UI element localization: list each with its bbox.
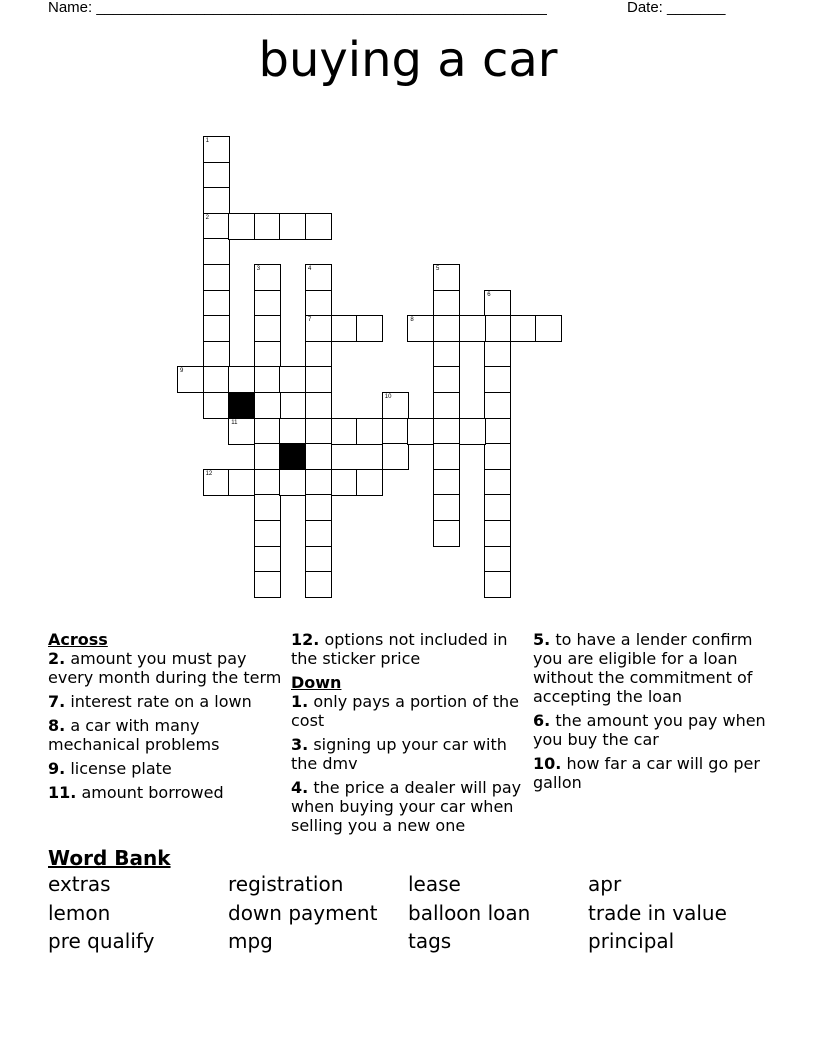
crossword-cell[interactable] <box>305 494 332 521</box>
crossword-cell[interactable] <box>484 418 511 445</box>
crossword-cell[interactable] <box>459 418 486 445</box>
crossword-cell[interactable] <box>254 264 281 291</box>
across-clues <box>48 630 288 807</box>
word-bank-word: principal <box>588 929 675 953</box>
crossword-cell[interactable] <box>305 469 332 496</box>
crossword-cell[interactable] <box>203 187 230 214</box>
date-field-label: Date: _______ <box>627 0 726 16</box>
crossword-cell[interactable] <box>305 290 332 317</box>
crossword-cell[interactable] <box>305 366 332 393</box>
crossword-cell[interactable] <box>459 315 486 342</box>
crossword-cell[interactable] <box>254 392 281 419</box>
crossword-cell[interactable] <box>356 418 383 445</box>
crossword-cell[interactable] <box>484 392 511 419</box>
crossword-cell[interactable] <box>484 571 511 598</box>
crossword-cell[interactable] <box>254 418 281 445</box>
crossword-cell[interactable] <box>203 136 230 163</box>
crossword-cell[interactable] <box>331 418 358 445</box>
crossword-cell[interactable] <box>228 366 255 393</box>
clue-across-7: 7. interest rate on a lown <box>48 692 252 711</box>
across-heading: Across <box>48 630 108 649</box>
crossword-cell[interactable] <box>433 264 460 291</box>
crossword-cell[interactable] <box>433 520 460 547</box>
clue-across-2: 2. amount you must pay every month during the term <box>48 649 282 687</box>
crossword-cell[interactable] <box>433 290 460 317</box>
clue-column-3 <box>533 630 773 797</box>
clue-down-1: 1. only pays a portion of the cost <box>291 692 520 730</box>
word-bank-word: pre qualify <box>48 929 155 953</box>
word-bank-word: trade in value <box>588 901 727 925</box>
crossword-cell[interactable] <box>305 418 332 445</box>
crossword-cell[interactable] <box>484 469 511 496</box>
clue-number: 10 <box>384 394 392 400</box>
clue-across-9: 9. license plate <box>48 759 172 778</box>
crossword-cell[interactable] <box>484 520 511 547</box>
crossword-cell[interactable] <box>433 315 460 342</box>
clue-down-4: 4. the price a dealer will pay when buying your car when selling you a new one <box>291 778 522 835</box>
clue-number: 9 <box>180 368 184 375</box>
crossword-cell[interactable] <box>228 213 255 240</box>
crossword-cell[interactable] <box>382 418 409 445</box>
crossword-cell[interactable] <box>382 392 409 419</box>
word-bank-word: lemon <box>48 901 111 925</box>
crossword-cell[interactable] <box>203 264 230 291</box>
crossword-cell[interactable] <box>254 520 281 547</box>
crossword-cell[interactable] <box>356 315 383 342</box>
clue-number: 12 <box>205 470 213 477</box>
crossword-cell[interactable] <box>433 392 460 419</box>
down-heading: Down <box>291 673 342 692</box>
crossword-cell[interactable] <box>254 366 281 393</box>
crossword-cell[interactable] <box>203 341 230 368</box>
clue-number: 11 <box>231 419 238 426</box>
word-bank-word: tags <box>408 929 452 953</box>
crossword-cell[interactable] <box>305 392 332 419</box>
clue-number: 3 <box>256 266 261 272</box>
crossword-cell[interactable] <box>433 418 460 445</box>
crossword-cell[interactable] <box>407 315 434 342</box>
crossword-cell[interactable] <box>203 366 230 393</box>
crossword-cell[interactable] <box>228 469 255 496</box>
crossword-cell[interactable] <box>254 341 281 368</box>
clue-down-5: 5. to have a lender confirm you are eligible for a loan without the commitment of accepting the loan <box>533 630 753 706</box>
crossword-cell[interactable] <box>433 366 460 393</box>
crossword-cell[interactable] <box>407 418 434 445</box>
crossword-cell[interactable] <box>254 546 281 573</box>
name-field-label: Name: ______________________________________________________ <box>48 0 547 16</box>
crossword-cell[interactable] <box>305 264 332 291</box>
word-bank-word: registration <box>228 872 344 896</box>
clue-number: 7 <box>308 317 312 324</box>
crossword-cell[interactable] <box>228 418 255 445</box>
clue-down-10: 10. how far a car will go per gallon <box>533 754 760 792</box>
crossword-cell[interactable] <box>254 315 281 342</box>
crossword-cell[interactable] <box>484 443 511 470</box>
crossword-cell[interactable] <box>203 213 230 240</box>
clue-across-11: 11. amount borrowed <box>48 783 224 802</box>
crossword-cell[interactable] <box>305 520 332 547</box>
word-bank-word: balloon loan <box>408 901 531 925</box>
clue-number: 6 <box>487 291 491 298</box>
crossword-cell[interactable] <box>433 494 460 521</box>
crossword-cell[interactable] <box>331 315 358 342</box>
word-bank-title: Word Bank <box>48 846 171 870</box>
crossword-cell[interactable] <box>382 443 409 470</box>
word-bank-word: mpg <box>228 929 273 953</box>
clue-across-12: 12. options not included in the sticker price <box>291 630 508 668</box>
clue-across-8: 8. a car with many mechanical problems <box>48 716 220 754</box>
crossword-cell[interactable] <box>254 443 281 470</box>
crossword-cell[interactable] <box>331 469 358 496</box>
word-bank-word: extras <box>48 872 111 896</box>
crossword-cell[interactable] <box>433 469 460 496</box>
crossword-cell[interactable] <box>203 290 230 317</box>
crossword-cell[interactable] <box>279 366 306 393</box>
crossword-cell[interactable] <box>305 546 332 573</box>
clue-number: 5 <box>436 266 440 272</box>
crossword-cell[interactable] <box>279 213 306 240</box>
crossword-cell[interactable] <box>203 238 230 265</box>
crossword-cell[interactable] <box>177 366 204 393</box>
word-bank-word: apr <box>588 872 622 896</box>
crossword-cell[interactable] <box>484 290 511 317</box>
crossword-cell[interactable] <box>484 366 511 393</box>
crossword-cell[interactable] <box>535 315 562 342</box>
crossword-block-cell <box>228 392 255 419</box>
clue-number: 8 <box>410 317 414 324</box>
crossword-cell[interactable] <box>356 469 383 496</box>
crossword-cell[interactable] <box>254 290 281 317</box>
crossword-cell[interactable] <box>510 315 537 342</box>
crossword-cell[interactable] <box>203 162 230 189</box>
crossword-cell[interactable] <box>484 546 511 573</box>
crossword-cell[interactable] <box>203 469 230 496</box>
crossword-cell[interactable] <box>203 315 230 342</box>
clue-column-2 <box>291 630 531 840</box>
crossword-cell[interactable] <box>484 494 511 521</box>
crossword-cell[interactable] <box>305 315 332 342</box>
crossword-cell[interactable] <box>305 443 332 470</box>
crossword-cell[interactable] <box>254 494 281 521</box>
clue-number: 2 <box>205 214 209 221</box>
crossword-cell[interactable] <box>279 418 306 445</box>
crossword-cell[interactable] <box>254 213 281 240</box>
page-title: buying a car <box>258 32 558 88</box>
crossword-cell[interactable] <box>305 213 332 240</box>
crossword-cell[interactable] <box>433 341 460 368</box>
crossword-cell[interactable] <box>254 469 281 496</box>
crossword-cell[interactable] <box>279 469 306 496</box>
clue-number: 1 <box>205 138 209 144</box>
clue-down-6: 6. the amount you pay when you buy the car <box>533 711 766 749</box>
crossword-block-cell <box>279 443 306 470</box>
clue-down-3: 3. signing up your car with the dmv <box>291 735 507 773</box>
crossword-cell[interactable] <box>254 571 281 598</box>
word-bank-word: down payment <box>228 901 378 925</box>
crossword-cell[interactable] <box>305 341 332 368</box>
crossword-cell[interactable] <box>305 571 332 598</box>
clue-number: 4 <box>308 266 312 272</box>
crossword-cell[interactable] <box>484 315 511 342</box>
crossword-cell[interactable] <box>484 341 511 368</box>
crossword-cell[interactable] <box>203 392 230 419</box>
word-bank-word: lease <box>408 872 461 896</box>
crossword-cell[interactable] <box>433 443 460 470</box>
